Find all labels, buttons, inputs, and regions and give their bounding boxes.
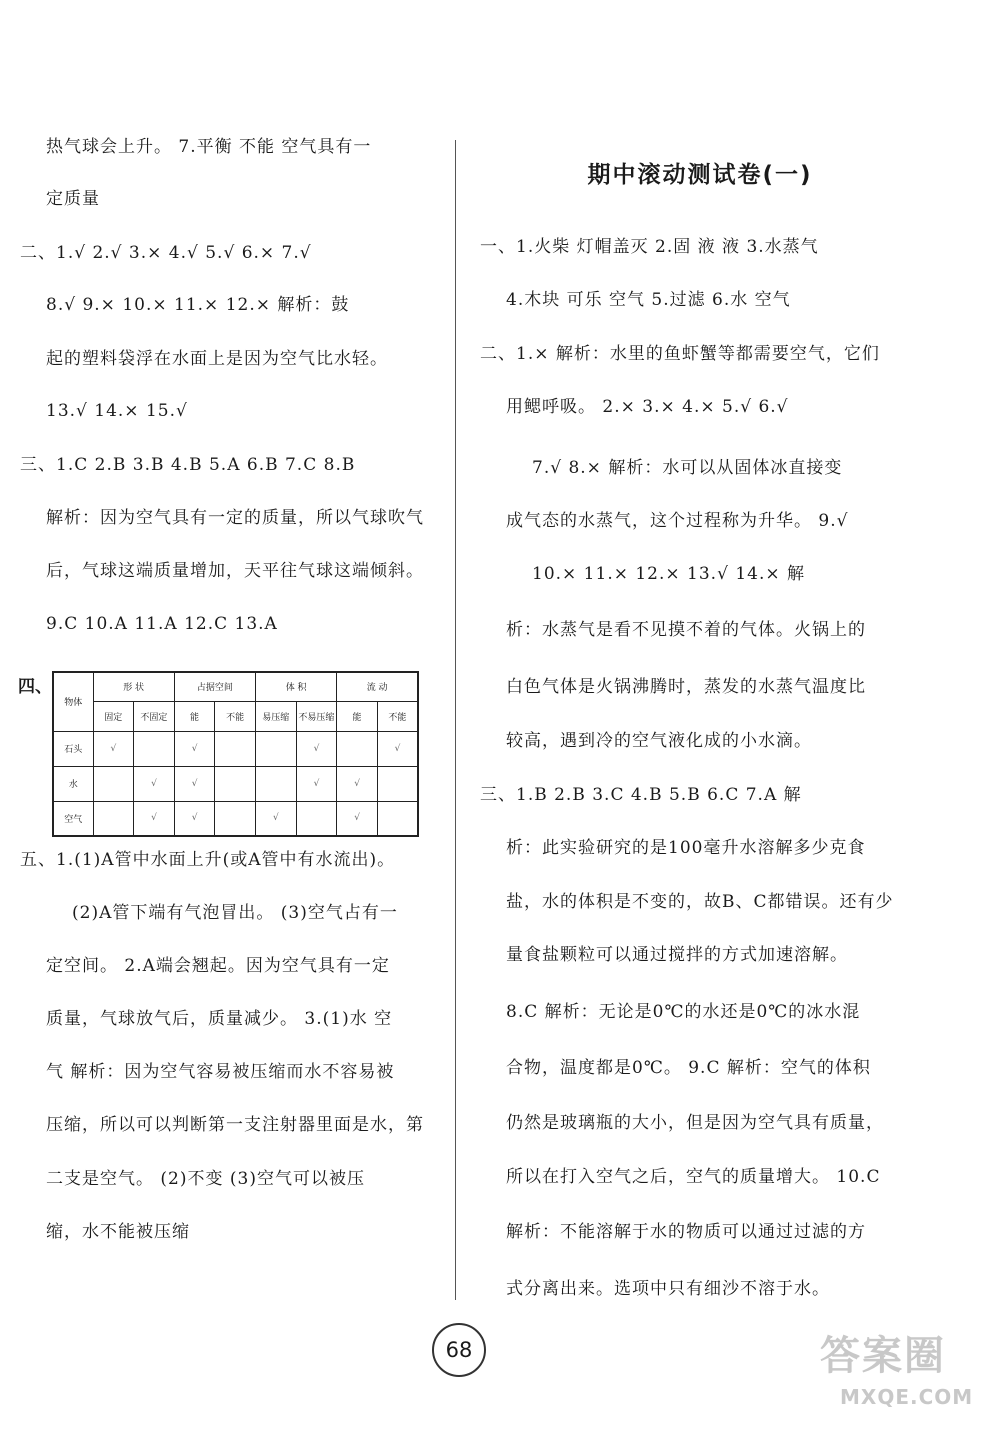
table-subheader: 能 [174, 701, 215, 731]
watermark [820, 1330, 990, 1430]
left-line: 起的塑料袋浮在水面上是因为空气比水轻。 [46, 349, 388, 369]
left-line: 质量，气球放气后，质量减少。 3.(1)水 空 [46, 1009, 393, 1029]
watermark-url: MXQE.COM [840, 1385, 974, 1409]
left-line: 8.√ 9.× 10.× 11.× 12.× 解析：鼓 [46, 295, 350, 315]
left-line: 后，气球这端质量增加，天平往气球这端倾斜。 [46, 561, 424, 581]
table-group-header: 体 积 [256, 672, 337, 701]
table-row [53, 766, 418, 801]
table-subheader: 不易压缩 [296, 701, 337, 731]
table-subheader: 不能 [215, 701, 256, 731]
right-line: 仍然是玻璃瓶的大小，但是因为空气具有质量， [506, 1113, 884, 1133]
table-cell [377, 801, 418, 836]
right-line: 式分离出来。选项中只有细沙不溶于水。 [506, 1279, 830, 1299]
table-row-label: 石头 [53, 731, 93, 766]
watermark-logo: 答案圈 [820, 1333, 946, 1379]
left-line: 热气球会上升。 7.平衡 不能 空气具有一 [46, 137, 372, 157]
table-row-label: 水 [53, 766, 93, 801]
right-line: 较高，遇到冷的空气液化成的小水滴。 [506, 731, 812, 751]
left-line: 13.√ 14.× 15.√ [46, 401, 188, 421]
right-line: 析：水蒸气是看不见摸不着的气体。火锅上的 [506, 620, 866, 640]
table-subheader: 易压缩 [256, 701, 297, 731]
table-group-header: 流 动 [337, 672, 418, 701]
table-row [53, 801, 418, 836]
page-title: 期中滚动测试卷(一) [587, 162, 813, 188]
table-cell: √ [134, 801, 175, 836]
table-cell [256, 731, 297, 766]
column-divider [455, 140, 456, 1300]
table-cell [215, 731, 256, 766]
right-line: 4.木块 可乐 空气 5.过滤 6.水 空气 [506, 290, 791, 310]
table-cell: √ [174, 801, 215, 836]
table-cell [296, 801, 337, 836]
left-line: 9.C 10.A 11.A 12.C 13.A [46, 614, 278, 634]
left-line: 气 解析：因为空气容易被压缩而水不容易被 [46, 1062, 395, 1082]
table-cell: √ [377, 731, 418, 766]
table-cell: √ [337, 801, 378, 836]
left-line: 定质量 [46, 189, 100, 209]
table-subheader: 能 [337, 701, 378, 731]
table-cell [134, 731, 175, 766]
right-line: 一、1.火柴 灯帽盖灭 2.固 液 液 3.水蒸气 [480, 237, 819, 257]
table-cell: √ [93, 731, 134, 766]
right-line: 量食盐颗粒可以通过搅拌的方式加速溶解。 [506, 945, 848, 965]
right-line: 析：此实验研究的是100毫升水溶解多少克食 [506, 838, 866, 858]
table-cell: √ [174, 731, 215, 766]
table-cell [93, 766, 134, 801]
table-cell: √ [134, 766, 175, 801]
table-cell [337, 731, 378, 766]
table-cell: √ [296, 731, 337, 766]
page-number: 68 [432, 1323, 486, 1377]
left-line: 定空间。 2.A端会翘起。因为空气具有一定 [46, 956, 390, 976]
table-cell [215, 801, 256, 836]
right-line: 所以在打入空气之后，空气的质量增大。 10.C [506, 1167, 881, 1187]
right-line: 白色气体是火锅沸腾时，蒸发的水蒸气温度比 [506, 677, 866, 697]
right-line: 8.C 解析：无论是0℃的水还是0℃的冰水混 [506, 1002, 861, 1022]
table-cell [377, 766, 418, 801]
table-subheader: 固定 [93, 701, 134, 731]
table-cell: √ [256, 801, 297, 836]
right-line: 10.× 11.× 12.× 13.√ 14.× 解 [532, 564, 806, 584]
table-row [53, 731, 418, 766]
right-line: 盐，水的体积是不变的，故B、C都错误。还有少 [506, 892, 894, 912]
table-cell [256, 766, 297, 801]
section-four-label: 四、 [18, 677, 52, 697]
table-cell: √ [296, 766, 337, 801]
left-line: 五、1.(1)A管中水面上升(或A管中有水流出)。 [20, 850, 396, 870]
table-cell: √ [174, 766, 215, 801]
table-cell [93, 801, 134, 836]
left-line: (2)A管下端有气泡冒出。 (3)空气占有一 [72, 903, 398, 923]
properties-table [52, 671, 419, 837]
left-line: 压缩，所以可以判断第一支注射器里面是水，第 [46, 1115, 424, 1135]
left-line: 二、1.√ 2.√ 3.× 4.√ 5.√ 6.× 7.√ [20, 243, 312, 263]
right-line: 解析：不能溶解于水的物质可以通过过滤的方 [506, 1222, 866, 1242]
table-group-header: 形 状 [93, 672, 174, 701]
table-row-label: 空气 [53, 801, 93, 836]
left-line: 二支是空气。 (2)不变 (3)空气可以被压 [46, 1169, 365, 1189]
right-line: 用鳃呼吸。 2.× 3.× 4.× 5.√ 6.√ [506, 397, 789, 417]
table-group-header: 占据空间 [174, 672, 255, 701]
table-cell: √ [337, 766, 378, 801]
table-cell [215, 766, 256, 801]
table-subheader: 不固定 [134, 701, 175, 731]
right-line: 成气态的水蒸气，这个过程称为升华。 9.√ [506, 511, 849, 531]
left-line: 解析：因为空气具有一定的质量，所以气球吹气 [46, 508, 424, 528]
right-line: 7.√ 8.× 解析：水可以从固体冰直接变 [532, 458, 843, 478]
right-line: 合物，温度都是0℃。 9.C 解析：空气的体积 [506, 1058, 871, 1078]
right-line: 三、1.B 2.B 3.C 4.B 5.B 6.C 7.A 解 [480, 785, 802, 805]
left-line: 缩，水不能被压缩 [46, 1222, 190, 1242]
table-subheader: 不能 [377, 701, 418, 731]
left-line: 三、1.C 2.B 3.B 4.B 5.A 6.B 7.C 8.B [20, 455, 356, 475]
table-corner-header: 物体 [53, 672, 93, 731]
right-line: 二、1.× 解析：水里的鱼虾蟹等都需要空气，它们 [480, 344, 880, 364]
